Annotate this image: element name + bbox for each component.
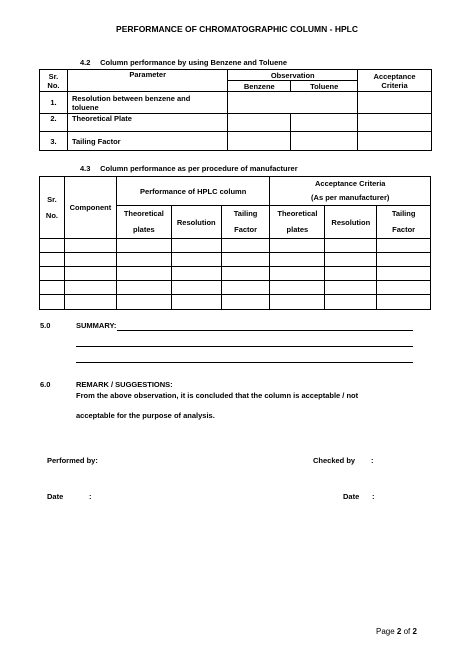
remark-number: 6.0 — [40, 380, 51, 389]
header-tp-line2: plates — [132, 225, 155, 234]
table-row — [40, 253, 431, 267]
empty-cell[interactable] — [325, 295, 377, 310]
empty-cell[interactable] — [377, 295, 431, 310]
header-sr-line1: Sr. — [47, 194, 57, 204]
header-tailing-factor — [377, 206, 431, 239]
empty-cell[interactable] — [171, 267, 221, 281]
date-colon-left: : — [89, 492, 92, 501]
table-row — [40, 132, 432, 151]
row-parameter-line2: toluene — [71, 102, 99, 112]
empty-cell[interactable] — [40, 281, 65, 295]
header-component: Component — [64, 177, 116, 239]
empty-cell[interactable] — [325, 253, 377, 267]
header-sr-no — [40, 70, 68, 92]
page-current: 2 — [396, 627, 402, 636]
section-4-3-heading — [80, 164, 298, 173]
header-tailing-factor — [221, 206, 270, 239]
empty-cell[interactable] — [171, 295, 221, 310]
date-colon-right: : — [372, 492, 375, 501]
empty-cell[interactable] — [270, 253, 325, 267]
empty-cell[interactable] — [221, 267, 270, 281]
page-title: PERFORMANCE OF CHROMATOGRAPHIC COLUMN - HPLC — [116, 24, 358, 34]
header-acceptance-criteria — [270, 177, 431, 206]
empty-cell[interactable] — [270, 267, 325, 281]
empty-cell[interactable] — [325, 267, 377, 281]
header-acceptance-criteria — [358, 70, 432, 92]
summary-line[interactable] — [76, 346, 413, 347]
row-parameter — [67, 92, 227, 114]
empty-cell[interactable] — [377, 267, 431, 281]
table-row — [40, 114, 432, 132]
remark-text — [76, 386, 420, 426]
table-row — [40, 281, 431, 295]
header-acceptance-line1: Acceptance Criteria — [315, 179, 386, 188]
header-acceptance-line1: Acceptance — [373, 71, 416, 81]
empty-cell[interactable] — [116, 281, 171, 295]
header-observation: Observation — [228, 70, 358, 81]
header-tf-line1: Tailing — [391, 209, 416, 218]
empty-cell[interactable] — [64, 267, 116, 281]
empty-cell[interactable] — [64, 253, 116, 267]
header-tp-line1: Theoretical — [123, 209, 164, 218]
table-row — [40, 92, 432, 114]
header-tp-line2: plates — [286, 225, 309, 234]
empty-cell[interactable] — [221, 239, 270, 253]
empty-cell[interactable] — [40, 295, 65, 310]
acceptance-cell[interactable] — [358, 92, 432, 114]
benzene-cell[interactable] — [228, 132, 291, 151]
header-hplc-performance: Performance of HPLC column — [116, 177, 270, 206]
row-number: 2. — [40, 114, 68, 132]
empty-cell[interactable] — [377, 253, 431, 267]
page-prefix: Page — [376, 627, 397, 636]
empty-cell[interactable] — [64, 281, 116, 295]
empty-cell[interactable] — [40, 267, 65, 281]
toluene-cell[interactable] — [291, 114, 358, 132]
checked-by-colon: : — [371, 456, 374, 465]
header-parameter: Parameter — [67, 70, 227, 92]
header-theoretical-plates — [270, 206, 325, 239]
remark-line: acceptable for the purpose of analysis. — [76, 411, 215, 420]
checked-by-label: Checked by — [313, 456, 356, 465]
section-title: Column performance by using Benzene and Toluene — [100, 58, 288, 67]
header-theoretical-plates — [116, 206, 171, 239]
row-parameter: Tailing Factor — [67, 132, 227, 151]
observation-cell[interactable] — [228, 92, 358, 114]
row-number: 3. — [40, 132, 68, 151]
header-tf-line2: Factor — [234, 225, 258, 234]
header-sr-line2: No. — [45, 210, 58, 220]
empty-cell[interactable] — [116, 253, 171, 267]
section-number: 4.3 — [80, 164, 91, 173]
empty-cell[interactable] — [270, 295, 325, 310]
performed-by-label: Performed by: — [47, 456, 98, 465]
header-sr-line2: No. — [47, 80, 60, 90]
header-sr-no — [40, 177, 65, 239]
header-tf-line2: Factor — [392, 225, 416, 234]
benzene-cell[interactable] — [228, 114, 291, 132]
date-label-left: Date — [47, 492, 64, 501]
empty-cell[interactable] — [40, 239, 65, 253]
empty-cell[interactable] — [270, 281, 325, 295]
empty-cell[interactable] — [325, 239, 377, 253]
table-row — [40, 295, 431, 310]
header-sr-line1: Sr. — [48, 71, 59, 81]
section-4-2-heading — [80, 58, 287, 67]
section-title: Column performance as per procedure of manufacturer — [100, 164, 298, 173]
empty-cell[interactable] — [171, 281, 221, 295]
empty-cell[interactable] — [221, 253, 270, 267]
header-benzene: Benzene — [228, 81, 291, 92]
header-resolution: Resolution — [325, 206, 377, 239]
empty-cell[interactable] — [116, 239, 171, 253]
row-parameter-line1: Resolution between benzene and — [71, 93, 191, 103]
empty-cell[interactable] — [116, 267, 171, 281]
date-label-right: Date — [343, 492, 360, 501]
header-tf-line1: Tailing — [233, 209, 258, 218]
empty-cell[interactable] — [270, 239, 325, 253]
summary-label: SUMMARY: — [76, 321, 117, 330]
summary-number: 5.0 — [40, 321, 51, 330]
summary-line[interactable] — [76, 362, 413, 363]
header-toluene: Toluene — [291, 81, 358, 92]
row-number: 1. — [40, 92, 68, 114]
remark-label: REMARK / SUGGESTIONS: — [76, 380, 173, 389]
header-tp-line1: Theoretical — [277, 209, 318, 218]
section-number: 4.2 — [80, 58, 91, 67]
empty-cell[interactable] — [116, 295, 171, 310]
benzene-toluene-table — [39, 69, 432, 151]
empty-cell[interactable] — [64, 239, 116, 253]
table-row — [40, 239, 431, 253]
empty-cell[interactable] — [377, 239, 431, 253]
manufacturer-performance-table — [39, 176, 431, 310]
empty-cell[interactable] — [171, 253, 221, 267]
header-acceptance-line2: (As per manufacturer) — [311, 193, 390, 202]
acceptance-cell[interactable] — [358, 114, 432, 132]
empty-cell[interactable] — [377, 281, 431, 295]
summary-line[interactable] — [117, 330, 413, 331]
remark-line: From the above observation, it is concluded that the column is acceptable / not — [76, 391, 359, 400]
header-acceptance-line2: Criteria — [381, 80, 408, 90]
page-total: 2 — [412, 627, 417, 636]
toluene-cell[interactable] — [291, 132, 358, 151]
acceptance-cell[interactable] — [358, 132, 432, 151]
page-number — [376, 627, 417, 636]
empty-cell[interactable] — [40, 253, 65, 267]
empty-cell[interactable] — [64, 295, 116, 310]
page-of: of — [401, 627, 413, 636]
empty-cell[interactable] — [221, 281, 270, 295]
empty-cell[interactable] — [171, 239, 221, 253]
table-row — [40, 267, 431, 281]
empty-cell[interactable] — [325, 281, 377, 295]
empty-cell[interactable] — [221, 295, 270, 310]
row-parameter: Theoretical Plate — [67, 114, 227, 132]
header-resolution: Resolution — [171, 206, 221, 239]
